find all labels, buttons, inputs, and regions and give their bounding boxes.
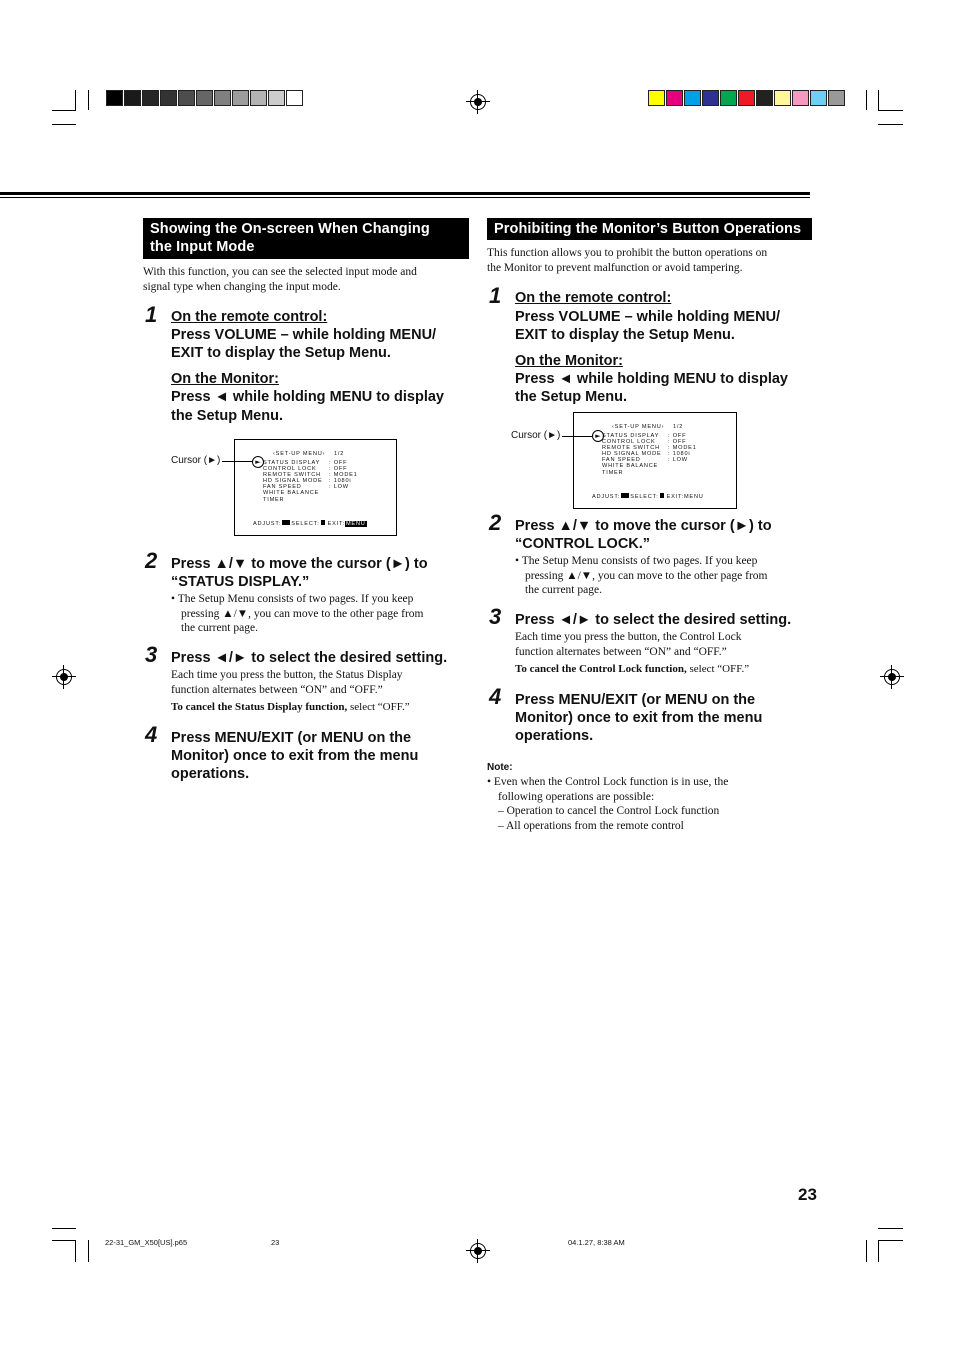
right-step1-number: 1: [489, 283, 502, 308]
left-intro: With this function, you can see the selected input mode and signal type when changing the input mode.: [143, 266, 417, 293]
left-menu-values: : OFF : OFF : MODE1 : 1080i : LOW: [329, 460, 358, 491]
registration-mark-top: [470, 94, 486, 110]
right-step1-remote-line1: Press VOLUME – while holding MENU/: [515, 309, 781, 325]
left-menu-title: ‹SET-UP MENU›: [273, 451, 326, 457]
color-bar-swatch: [720, 90, 737, 106]
left-step4-number: 4: [145, 722, 158, 747]
adjust-key-icon: [282, 520, 290, 525]
right-step2-line1: Press ▲/▼ to move the cursor (►) to: [515, 518, 772, 534]
left-step2-number: 2: [145, 548, 158, 573]
footer-date: 04.1.27, 8:38 AM: [568, 1238, 625, 1247]
right-intro: This function allows you to prohibit the button operations on the Monitor to prevent malfunction or avoid tampering.: [487, 247, 768, 274]
header-rule-thin: [0, 197, 810, 198]
adjust-key-icon: [621, 493, 629, 498]
left-step1-monitor-heading: On the Monitor:: [171, 371, 279, 387]
color-bar-swatch: [756, 90, 773, 106]
left-step3-cancel: To cancel the Status Display function, select “OFF.”: [171, 701, 410, 713]
left-setup-menu-screen: [234, 439, 397, 536]
color-bar-swatch: [792, 90, 809, 106]
right-step1-monitor-line1: Press ◄ while holding MENU to display: [515, 371, 788, 387]
left-heading-line2: the Input Mode: [150, 239, 255, 255]
left-section-heading: [143, 218, 469, 259]
right-setup-menu-screen: [573, 412, 737, 509]
left-step1-number: 1: [145, 302, 158, 327]
left-menu-page: 1/2: [334, 451, 345, 457]
page-number: 23: [798, 1185, 817, 1204]
gray-bar-swatch: [106, 90, 123, 106]
left-step4-line2: Monitor) once to exit from the menu: [171, 748, 419, 764]
right-menu-items: STATUS DISPLAY CONTROL LOCK REMOTE SWITCH HD SIGNAL MODE FAN SPEED WHITE BALANCE TIMER: [602, 433, 662, 476]
left-step2-line2: “STATUS DISPLAY.”: [171, 574, 310, 590]
right-menu-footer: ADJUST: SELECT: EXIT:MENU: [592, 494, 704, 500]
footer-file: 22-31_GM_X50[US].p65: [105, 1238, 188, 1247]
color-bar-swatch: [810, 90, 827, 106]
color-bar-swatch: [828, 90, 845, 106]
right-step4-line1: Press MENU/EXIT (or MENU on the: [515, 692, 756, 708]
right-menu-values: : OFF : OFF : MODE1 : 1080i : LOW: [668, 433, 697, 464]
right-cursor-label: Cursor (►): [511, 430, 561, 441]
color-bar-swatch: [702, 90, 719, 106]
right-step2-bullet: • The Setup Menu consists of two pages. If you keep pressing ▲/▼, you can move to the other page from the current page.: [515, 555, 768, 596]
color-bar-swatch: [648, 90, 665, 106]
left-step2-line1: Press ▲/▼ to move the cursor (►) to: [171, 556, 428, 572]
right-step2-line2: “CONTROL LOCK.”: [515, 536, 651, 552]
left-step1-remote-line2: EXIT to display the Setup Menu.: [171, 345, 391, 361]
color-bar-swatch: [684, 90, 701, 106]
left-step1-remote-heading: On the remote control:: [171, 309, 328, 325]
right-step4-line2: Monitor) once to exit from the menu: [515, 710, 763, 726]
right-section-heading: Prohibiting the Monitor’s Button Operations: [487, 218, 812, 240]
right-step4-line3: operations.: [515, 728, 594, 744]
gray-bar-swatch: [250, 90, 267, 106]
right-step3-line1: Press ◄/► to select the desired setting.: [515, 612, 792, 628]
right-step1-monitor-line2: the Setup Menu.: [515, 389, 627, 405]
right-cursor-icon: ►: [592, 430, 604, 442]
header-rule-thick: [0, 192, 810, 195]
left-step1-monitor-line1: Press ◄ while holding MENU to display: [171, 389, 444, 405]
color-bar-swatch: [666, 90, 683, 106]
gray-bar-swatch: [286, 90, 303, 106]
left-heading-line1: Showing the On-screen When Changing: [150, 221, 430, 237]
left-step2-bullet: • The Setup Menu consists of two pages. If you keep pressing ▲/▼, you can move to the other page from the current page.: [171, 593, 424, 634]
left-menu-footer: ADJUST: SELECT: EXIT:MENU: [253, 521, 366, 527]
gray-bar-swatch: [196, 90, 213, 106]
right-step1-monitor-heading: On the Monitor:: [515, 353, 623, 369]
registration-mark-right: [884, 669, 900, 685]
left-step3-number: 3: [145, 642, 158, 667]
right-step3-body: Each time you press the button, the Control Lock function alternates between “ON” and “OFF.”: [515, 631, 742, 658]
left-step3-body: Each time you press the button, the Status Display function alternates between “ON” and “OFF.”: [171, 669, 403, 696]
left-step3-line1: Press ◄/► to select the desired setting.: [171, 650, 448, 666]
gray-bar-swatch: [124, 90, 141, 106]
gray-bar-swatch: [268, 90, 285, 106]
left-step1-monitor-line2: the Setup Menu.: [171, 408, 283, 424]
right-menu-page: 1/2: [673, 424, 684, 430]
gray-bar-swatch: [232, 90, 249, 106]
right-step3-cancel: To cancel the Control Lock function, select “OFF.”: [515, 663, 750, 675]
note-body: • Even when the Control Lock function is in use, the following operations are possible: – Operation to cancel the Control Lock function – All operations from the remote control: [487, 776, 729, 832]
color-bar-swatch: [774, 90, 791, 106]
left-cursor-icon: ►: [252, 456, 264, 468]
gray-bar-swatch: [178, 90, 195, 106]
left-cursor-label: Cursor (►): [171, 455, 221, 466]
right-menu-title: ‹SET-UP MENU›: [612, 424, 665, 430]
right-step1-remote-line2: EXIT to display the Setup Menu.: [515, 327, 735, 343]
left-step1-remote-line1: Press VOLUME – while holding MENU/: [171, 327, 437, 343]
gray-bar-swatch: [160, 90, 177, 106]
right-step3-number: 3: [489, 604, 502, 629]
left-step4-line1: Press MENU/EXIT (or MENU on the: [171, 730, 412, 746]
right-step2-number: 2: [489, 510, 502, 535]
footer-page: 23: [271, 1238, 280, 1247]
right-step4-number: 4: [489, 684, 502, 709]
left-step4-line3: operations.: [171, 766, 250, 782]
note-title: Note:: [487, 762, 513, 773]
gray-bar-swatch: [142, 90, 159, 106]
select-key-icon: [321, 520, 325, 525]
right-step1-remote-heading: On the remote control:: [515, 290, 672, 306]
color-bar-swatch: [738, 90, 755, 106]
select-key-icon: [660, 493, 664, 498]
left-menu-items: STATUS DISPLAY CONTROL LOCK REMOTE SWITCH HD SIGNAL MODE FAN SPEED WHITE BALANCE TIMER: [263, 460, 323, 503]
registration-mark-bottom: [470, 1243, 486, 1259]
registration-mark-left: [56, 669, 72, 685]
gray-bar-swatch: [214, 90, 231, 106]
